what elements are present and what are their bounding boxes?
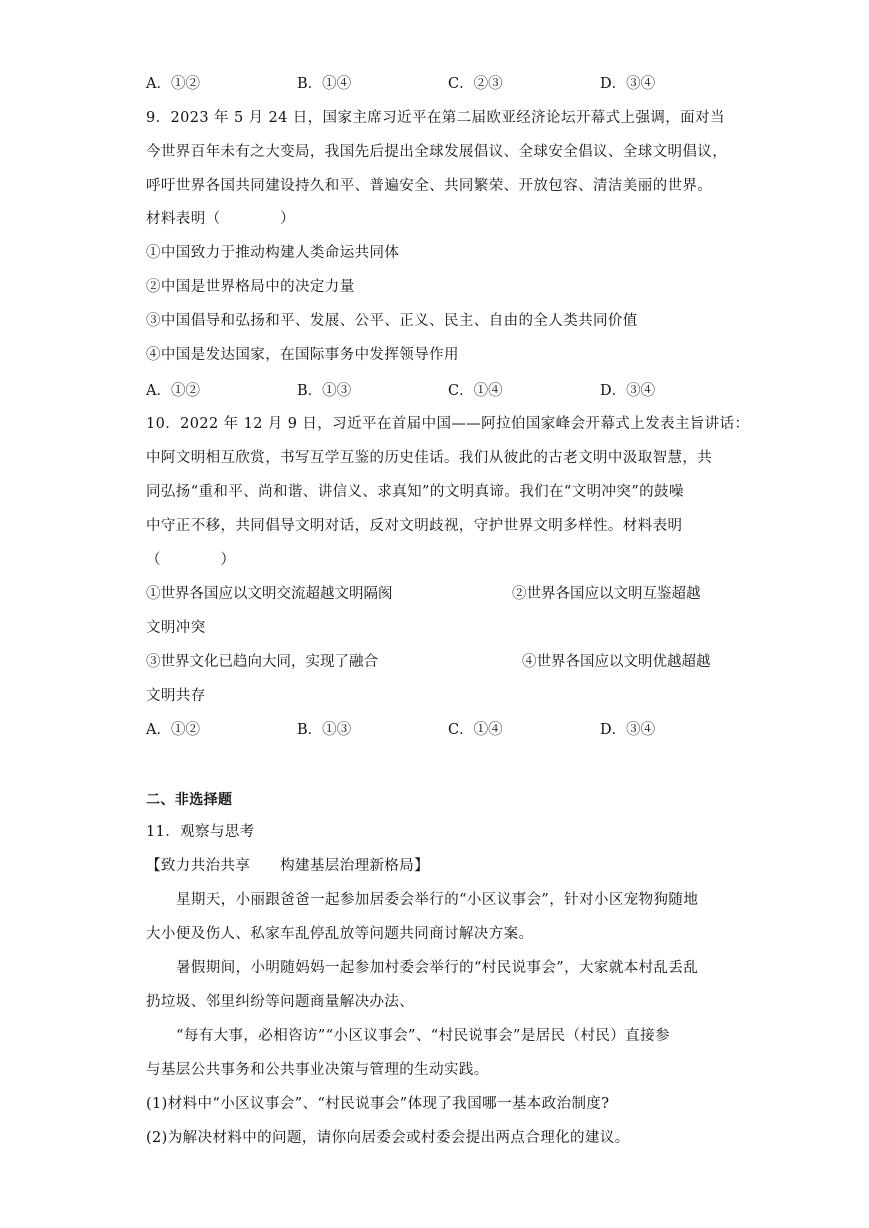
q10-statement-2-cont: 文明冲突 — [146, 620, 206, 636]
q9-statement: ④中国是发达国家，在国际事务中发挥领导作用 — [146, 347, 459, 363]
q11-paragraph: 与基层公共事务和公共事业决策与管理的生动实践。 — [146, 1062, 489, 1078]
q10-stem-line: 中阿文明相互欣赏，书写互学互鉴的历史佳话。我们从彼此的古老文明中汲取智慧，共 — [146, 450, 713, 466]
q9-option-a: A．①② — [146, 383, 200, 399]
q11-paragraph: 星期天，小丽跟爸爸一起参加居委会举行的“小区议事会”，针对小区宠物狗随地 — [176, 892, 699, 908]
q9-stem-line: 今世界百年未有之大变局，我国先后提出全球发展倡议、全球安全倡议、全球文明倡议， — [146, 144, 728, 160]
q11-banner: 【致力共治共享 构建基层治理新格局】 — [146, 858, 430, 874]
q10-stem-line: 中守正不移，共同倡导文明对话，反对文明歧视，守护世界文明多样性。材料表明 — [146, 518, 683, 534]
q9-statement: ②中国是世界格局中的决定力量 — [146, 279, 355, 295]
q11-subquestion-1: (1)材料中“小区议事会”、“村民说事会”体现了我国哪一基本政治制度? — [146, 1096, 610, 1112]
q10-stem-line: 同弘扬“重和平、尚和谐、讲信义、求真知”的文明真谛。我们在“文明冲突”的鼓噪 — [146, 484, 684, 500]
q10-stem-line: （ ） — [146, 552, 236, 568]
q8-option-b: B．①④ — [297, 76, 352, 92]
q9-option-c: C．①④ — [448, 383, 503, 399]
q10-statement-4: ④世界各国应以文明优越超越 — [522, 654, 711, 670]
q11-paragraph: 大小便及伤人、私家车乱停乱放等问题共同商讨解决方案。 — [146, 926, 534, 942]
q11-subquestion-2: (2)为解决材料中的问题，请你向居委会或村委会提出两点合理化的建议。 — [146, 1130, 630, 1146]
q8-option-a: A．①② — [146, 76, 200, 92]
q10-statement-1: ①世界各国应以文明交流超越文明隔阂 — [146, 586, 393, 602]
q10-option-c: C．①④ — [448, 722, 503, 738]
q9-stem-line: 材料表明（ ） — [146, 211, 295, 227]
q9-statement: ③中国倡导和弘扬和平、发展、公平、正义、民主、自由的全人类共同价值 — [146, 313, 638, 329]
q9-option-d: D．③④ — [600, 383, 656, 399]
q8-option-d: D．③④ — [600, 76, 656, 92]
q9-option-b: B．①③ — [297, 383, 352, 399]
section-heading: 二、非选择题 — [146, 792, 233, 808]
q8-option-c: C．②③ — [448, 76, 503, 92]
q10-option-a: A．①② — [146, 722, 200, 738]
q10-statement-3: ③世界文化已趋向大同，实现了融合 — [146, 654, 378, 670]
q11-paragraph: 暑假期间，小明随妈妈一起参加村委会举行的“村民说事会”，大家就本村乱丢乱 — [176, 960, 699, 976]
q10-statement-2: ②世界各国应以文明互鉴超越 — [512, 586, 701, 602]
q9-statement: ①中国致力于推动构建人类命运共同体 — [146, 245, 400, 261]
q10-stem-line: 10．2022 年 12 月 9 日，习近平在首届中国——阿拉伯国家峰会开幕式上发表主旨讲话： — [146, 416, 750, 432]
q10-statement-4-cont: 文明共存 — [146, 688, 206, 704]
q11-title: 11．观察与思考 — [146, 824, 255, 840]
q10-option-d: D．③④ — [600, 722, 656, 738]
q9-stem-line: 9．2023 年 5 月 24 日，国家主席习近平在第二届欧亚经济论坛开幕式上强调，面对当 — [146, 110, 725, 126]
q9-stem-line: 呼吁世界各国共同建设持久和平、普遍安全、共同繁荣、开放包容、清洁美丽的世界。 — [146, 178, 713, 194]
q11-paragraph: 扔垃圾、邻里纠纷等问题商量解决办法、 — [146, 994, 415, 1010]
q11-paragraph: “每有大事，必相咨访”“小区议事会”、“村民说事会”是居民（村民）直接参 — [176, 1028, 670, 1044]
q10-option-b: B．①③ — [297, 722, 352, 738]
